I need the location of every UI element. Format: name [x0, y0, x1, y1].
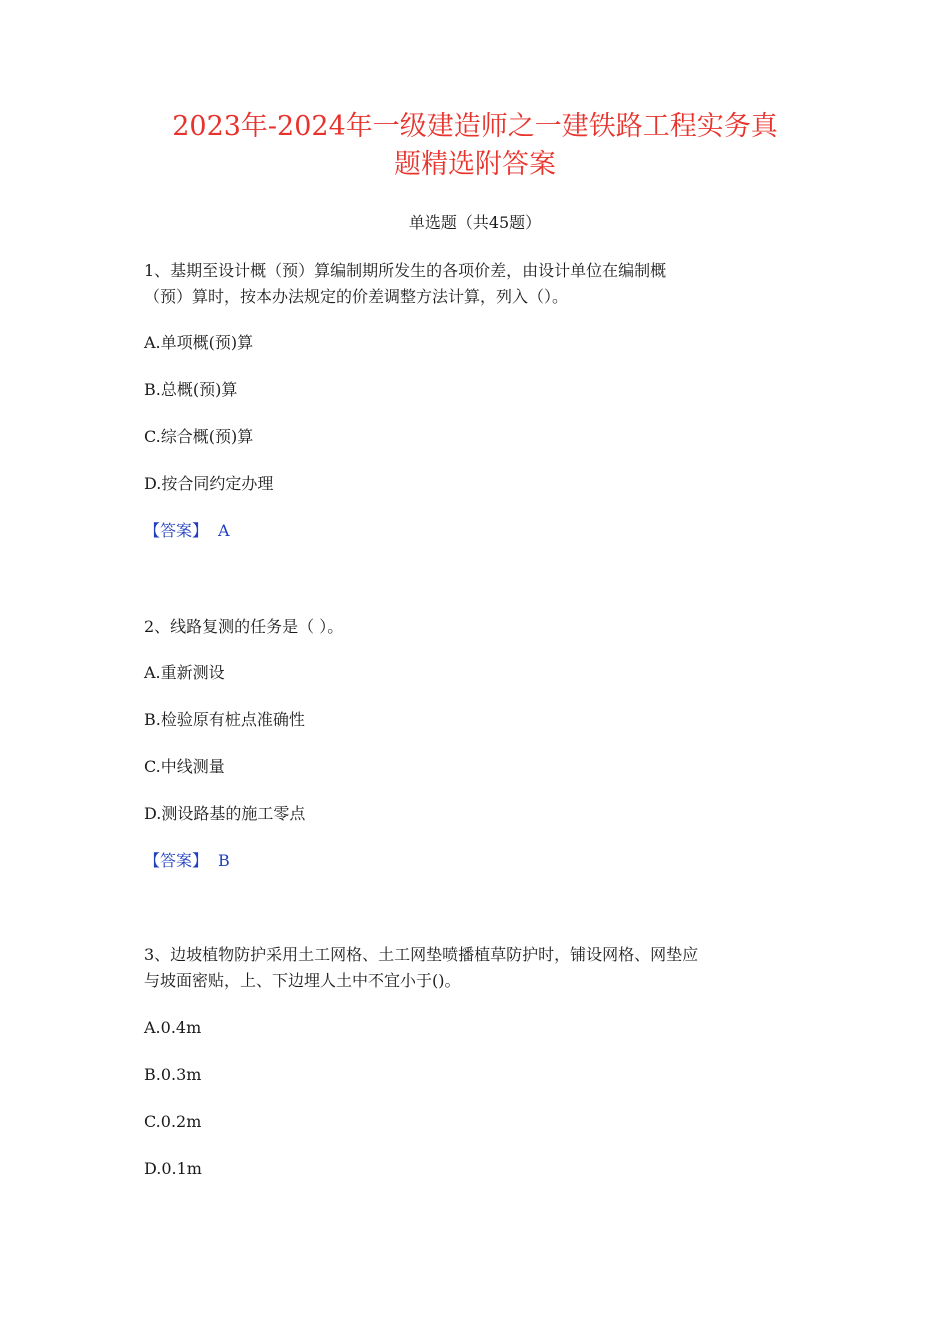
- question-2-option-b: B.检验原有桩点准确性: [144, 710, 305, 729]
- section-heading: 单选题（共45题）: [408, 213, 542, 232]
- question-2-stem: 2、线路复测的任务是（ ）。: [144, 617, 344, 636]
- question-3-stem-line-2: 与坡面密贴，上、下边埋人土中不宜小于()。: [144, 971, 461, 990]
- document-title: [120, 108, 830, 184]
- question-2-answer-value: B: [218, 851, 230, 870]
- question-1-stem: [144, 258, 824, 310]
- question-1-option-a: A.单项概(预)算: [144, 333, 254, 352]
- question-3-stem: [144, 942, 824, 994]
- title-line-2: 题精选附答案: [394, 149, 556, 180]
- question-1-option-d: D.按合同约定办理: [144, 474, 274, 493]
- question-2-option-d: D.测设路基的施工零点: [144, 804, 306, 823]
- question-2-option-a: A.重新测设: [144, 663, 225, 682]
- question-1-answer: [144, 519, 230, 543]
- question-3-option-b: B.0.3m: [144, 1065, 202, 1084]
- question-1-option-b: B.总概(预)算: [144, 380, 238, 399]
- question-1-answer-label: 【答案】: [144, 521, 209, 540]
- question-3-option-a: A.0.4m: [144, 1018, 202, 1037]
- question-3-option-c: C.0.2m: [144, 1112, 202, 1131]
- question-1-answer-value: A: [218, 521, 230, 540]
- question-1-option-c: C.综合概(预)算: [144, 427, 254, 446]
- question-2-answer: [144, 849, 230, 873]
- question-2-option-c: C.中线测量: [144, 757, 225, 776]
- question-2-answer-label: 【答案】: [144, 851, 209, 870]
- title-line-1: 2023年-2024年一级建造师之一建铁路工程实务真: [172, 111, 778, 142]
- question-3-option-d: D.0.1m: [144, 1159, 202, 1178]
- question-3-stem-line-1: 3、边坡植物防护采用土工网格、土工网垫喷播植草防护时，铺设网格、网垫应: [144, 945, 699, 964]
- question-1-stem-line-2: （预）算时，按本办法规定的价差调整方法计算，列入（）。: [144, 287, 569, 306]
- question-1-stem-line-1: 1、基期至设计概（预）算编制期所发生的各项价差，由设计单位在编制概: [144, 261, 667, 280]
